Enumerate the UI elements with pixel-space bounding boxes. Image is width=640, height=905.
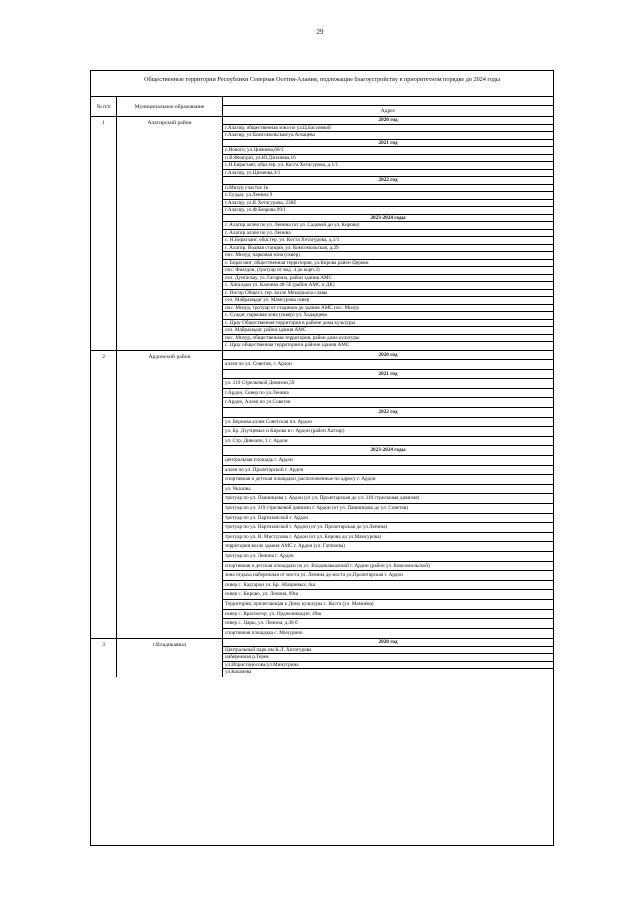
table-header bbox=[91, 97, 553, 117]
address-row: сел. Майрамадаг, район здания АМС bbox=[223, 327, 553, 335]
address-row: ул. Чкалова bbox=[223, 485, 553, 495]
address-row: ул. Стр. Дивизии, 1 г. Ардон bbox=[223, 437, 553, 447]
address-row: зона отдыха набережная от моста ул. Ленина до моста ул.Пролетарская г. Ардон bbox=[223, 571, 553, 581]
municipality-group bbox=[91, 639, 553, 677]
address-row: с. Суадаг, парковая зона (сквер) ул. Хадарцева bbox=[223, 312, 553, 320]
address-row: набережная р.Терек bbox=[223, 654, 553, 662]
address-row: Территория, прилегающая к Дому культуры с. Коста (ул. Мамиева) bbox=[223, 600, 553, 610]
group-addresses bbox=[223, 639, 553, 677]
address-row: ул. Вернова аллея Советская пл. Ардон bbox=[223, 418, 553, 428]
address-row: сквер с. Цары, ул. Ленина, д.38 б bbox=[223, 619, 553, 629]
address-row: с. Црау общественная территория в районе здания АМС bbox=[225, 342, 350, 348]
municipality-group bbox=[91, 351, 553, 640]
address-row: г. Алагир аллея по ул. Ленина bbox=[223, 230, 553, 238]
group-number: 1 bbox=[91, 117, 117, 350]
municipality-group bbox=[91, 117, 553, 351]
group-municipality: Алагирский район bbox=[117, 117, 223, 350]
address-row: спортивная площадка с. Мичурино bbox=[225, 629, 303, 636]
address-row: пос. Мизур, общественная территория, район дома культуры bbox=[223, 335, 553, 343]
address-row: ул.Кошмева bbox=[225, 669, 252, 676]
address-row: с. Бирагзанг, общественная территория, ул.Кирова район Церкви bbox=[223, 260, 553, 268]
header-address-cell bbox=[223, 97, 553, 116]
address-row: ул. Бр. Дзутцевых и Кирова в г. Ардон (район Хатхар) bbox=[223, 427, 553, 437]
address-row: тротуар по ул. Ленина г. Ардон bbox=[223, 552, 553, 562]
table-body bbox=[91, 117, 553, 677]
address-row: ул. 319 Стрелковой Дивизии,59 bbox=[223, 379, 553, 389]
address-row: с. Н.Бирагзанг, обш.тер. ул. Коста Хетагурова, д.1/1 bbox=[223, 237, 553, 245]
header-address-top bbox=[223, 97, 553, 106]
address-row: г.Алагир, ул.Цимиева,3/1 bbox=[223, 170, 553, 178]
year-subheader: 2021 год bbox=[223, 140, 553, 148]
address-row: сквер с. Кирово, ул. Ленина, 89ш bbox=[223, 590, 553, 600]
address-row: сел. Майрамадаг ул. Мамсурова сквер bbox=[223, 297, 553, 305]
year-subheader: 2020 год bbox=[223, 639, 553, 647]
group-municipality: Ардонский район bbox=[117, 351, 223, 639]
year-subheader: 2020 год bbox=[223, 117, 553, 125]
address-row: сквер с. Красногор, ул. Орджоникидзе, 49ш bbox=[223, 610, 553, 620]
table-title: Общественные территории Республики Северная Осетия-Алания, подлежащие благоустройству в приоритетном порядке до 2024 годы bbox=[91, 71, 553, 97]
address-row: г.Ардон, Сквер по ул.Ленина bbox=[223, 389, 553, 399]
address-row: г.Алагир, ул.Комсомольская/ул.Агкацева bbox=[223, 132, 553, 140]
group-addresses bbox=[223, 351, 553, 639]
address-row: Центральный парк им К.Л. Хетагурова bbox=[223, 647, 553, 655]
address-row: с. Хаталдон ул. Калоева 48-50 (район АМС и ДК) bbox=[223, 282, 553, 290]
header-num: № п/п bbox=[91, 97, 117, 116]
address-row: спортивная и детская площадки, расположенные по адресу г. Ардон bbox=[223, 475, 553, 485]
address-row: пос. Мизур, тротуар от стадиона до здания АМС пос. Мизур bbox=[223, 305, 553, 313]
address-row: г.Ардон, Аллея по ул.Советов bbox=[223, 398, 553, 408]
group-addresses bbox=[223, 117, 553, 350]
territories-table bbox=[90, 70, 554, 846]
address-row: с.Суадаг, ул.Ленина 9 bbox=[223, 192, 553, 200]
year-subheader: 2023-2024 годы bbox=[223, 446, 553, 456]
address-row: центральная площадь г. Ардон bbox=[223, 456, 553, 466]
address-row: сквер с. Кадгарон ул. Бр. Абациевых, 6ш bbox=[223, 581, 553, 591]
group-number: 3 bbox=[91, 639, 117, 677]
address-row: г.Алагир, ул.К.Хетагурова, 238Е bbox=[223, 200, 553, 208]
address-row: территория возле здания АМС г. Ардон (ул. Гаппоева) bbox=[223, 542, 553, 552]
address-row: г.Алагир, общественная зона по ул.Ц.Бассиевой bbox=[223, 125, 553, 133]
year-subheader: 2020 год bbox=[223, 351, 553, 361]
address-row: спортивная и детская площадки по ул. Владикавказской г. Ардон (район ул. Комсомольской) bbox=[223, 562, 553, 572]
address-row: тротуар по ул. Партизанской г. Ардон bbox=[223, 514, 553, 524]
address-row: г.Алагир, ул.Ф.Бязрова 99/1 bbox=[223, 207, 553, 215]
address-row: п.Мизур участок 1к bbox=[223, 185, 553, 193]
address-row: пос. Фиагдон, (тротуар от вод. 4 до корп.3) bbox=[223, 267, 553, 275]
address-row: тротуар по ул. И. Мистулова г. Ардон (от ул. Кирова до ул.Мамсурова) bbox=[223, 533, 553, 543]
address-row: пос. Мизур, парковая зона (сквер) bbox=[223, 252, 553, 260]
year-subheader: 2021 год bbox=[223, 370, 553, 380]
address-row: г. Алагир аллея по ул. Ленина (от ул. Садовой до ул. Кирова) bbox=[223, 222, 553, 230]
address-row: ул.Ипристоносова/ул.Минутрина bbox=[223, 662, 553, 670]
address-row: с.Н.Бирагзанг, обш.тер. ул. Коста Хетагурова, д.1/1 bbox=[223, 162, 553, 170]
year-subheader: 2022 год bbox=[223, 177, 553, 185]
address-row: тротуар по ул. 319 стрелковой дивизии г. Ардон (от ул. Пашинцова до ул. Советов) bbox=[223, 504, 553, 514]
address-row: сел. Дунгаскау, ул. Гагарина, район здания АМС bbox=[223, 275, 553, 283]
group-number: 2 bbox=[91, 351, 117, 639]
year-subheader: 2023-2024 годы bbox=[223, 215, 553, 223]
address-row: с. Црау Общественная территория в районе дома культуры bbox=[223, 320, 553, 328]
address-row: п.В.Фиагдон, ул.Ю.Дзилиева,16 bbox=[223, 155, 553, 163]
address-row: аллея по ул. Советов, г. Ардон bbox=[223, 360, 553, 370]
address-row: аллея по ул. Пролетарской г. Ардон bbox=[223, 466, 553, 476]
address-row: тротуар по ул. Партизанской г. Ардон (от ул. Пролетарская до ул.Ленина) bbox=[223, 523, 553, 533]
header-address: Адрес bbox=[380, 108, 396, 114]
group-municipality: г.Владикавказ bbox=[117, 639, 223, 677]
address-row: с. Ногир Общест. тер. возле Мемориала славы bbox=[223, 290, 553, 298]
year-subheader: 2022 год bbox=[223, 408, 553, 418]
address-row: с.Нового, ул.Цимиева,60/3 bbox=[223, 147, 553, 155]
address-row: г. Алагир, Водная станция, ул. Комсомольская, д.29 bbox=[223, 245, 553, 253]
header-municipality: Муниципальное образование bbox=[117, 97, 223, 116]
page-number: 29 bbox=[316, 28, 324, 36]
address-row: тротуар по ул. Пашинцова г. Ардон (от ул. Пролетарская до ул. 319 стрелковая дивизия) bbox=[223, 494, 553, 504]
